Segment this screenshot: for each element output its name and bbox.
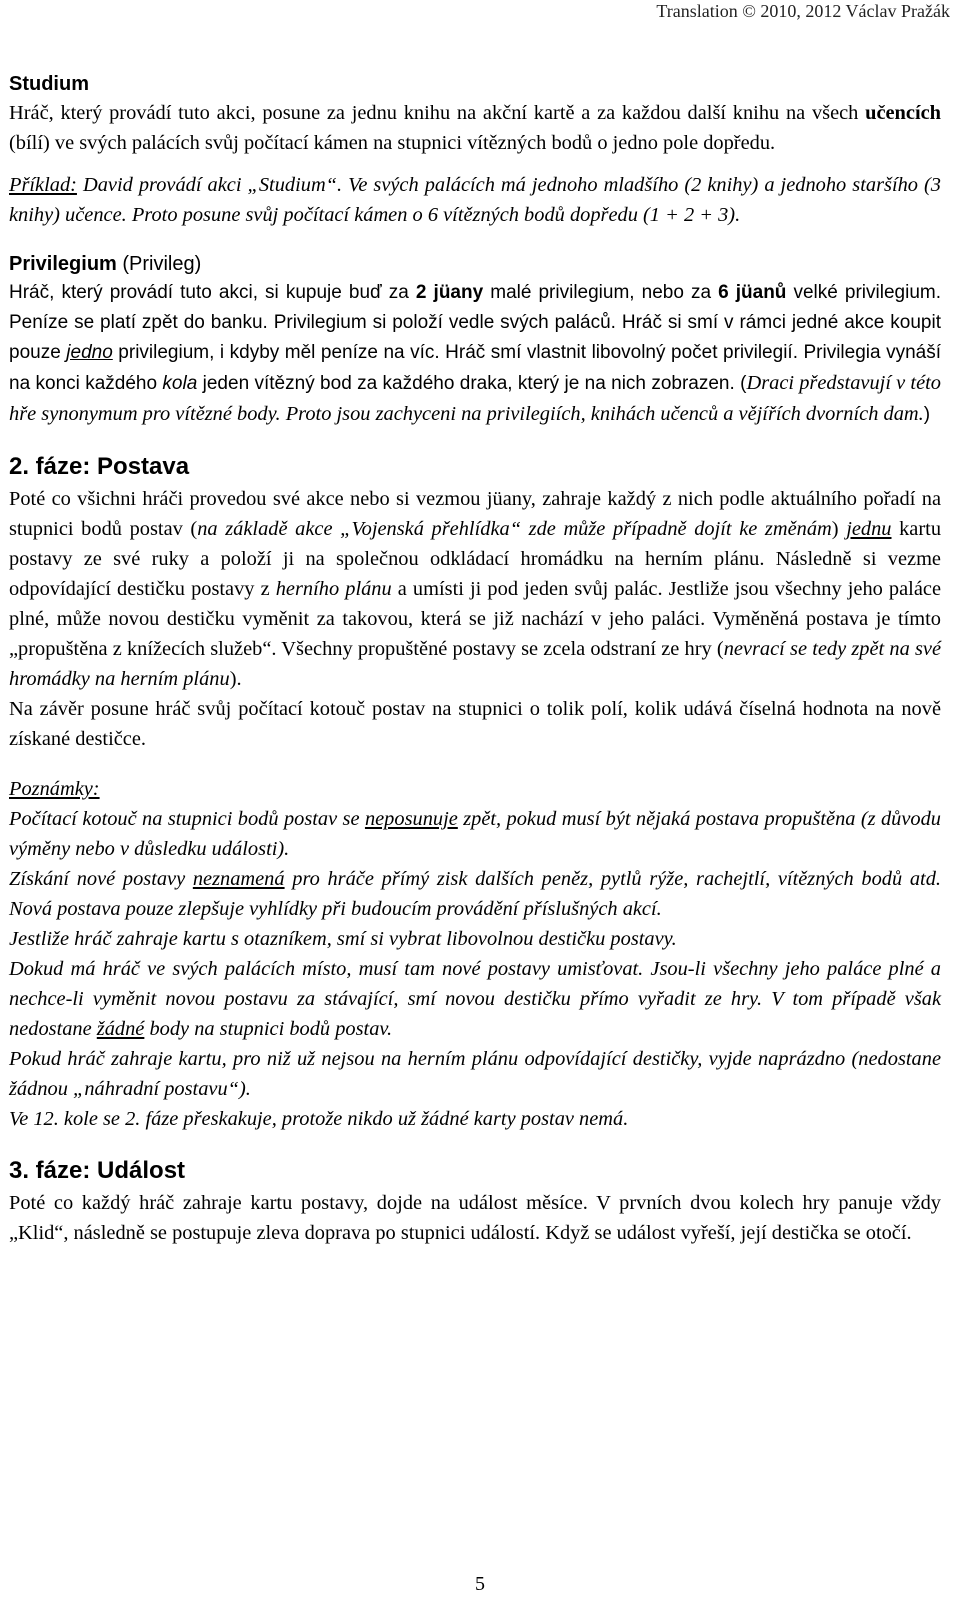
- section-title: 2. fáze: Postava: [9, 453, 190, 480]
- text-run: pro hráče přímý zisk dalších peněz, pytlů rýže, rachejtlí, vítězných bodů atd. Nová postava pouze zlepšuje vyhlídky při budoucím provádění příslušných akcí.: [9, 868, 941, 920]
- text-run-underline: neznamená: [192, 868, 285, 890]
- example-paragraph: [9, 170, 941, 230]
- paragraph: [9, 98, 941, 158]
- paragraph: [9, 484, 941, 694]
- title-alt: (Privileg): [116, 253, 202, 275]
- text-run-bold: učencích: [865, 102, 941, 124]
- text-run: ).: [229, 668, 242, 690]
- text-run: privilegium, i kdyby měl peníze na víc. Hráč smí vlastnit libovolný počet privilegií. Privilegia vynáší na konci každého: [9, 342, 941, 394]
- text-run-underline: žádné: [96, 1018, 145, 1040]
- text-run: a umísti ji pod jeden svůj palác. Jestliže jsou všechny jeho paláce plné, může novou destičku vyměnit za takovou, která se již nachází v jeho paláci. Vyměněná postava je tímto „propuštěna z knížecích služeb“. Všechny propuštěné postavy se zcela odstraní ze hry (: [9, 578, 941, 660]
- section-studium: [9, 70, 941, 230]
- page-header: Translation © 2010, 2012 Václav Pražák: [656, 1, 950, 21]
- paragraph: Na závěr posune hráč svůj počítací kotouč postav na stupnici o tolik polí, kolik udává číselná hodnota na nově získané destičce.: [9, 698, 941, 750]
- text-run-emph: Draci představují v této hře synonymum pro vítězné body. Proto jsou zachyceni na privilegiích, knihách učenců a vějířích dvorních dam.: [9, 372, 941, 425]
- section-title: Studium: [9, 73, 89, 95]
- note-item: [9, 804, 941, 864]
- text-run-emph: nevrací se tedy zpět na své hromádky na herním plánu: [9, 638, 941, 690]
- text-run-bold: 6 jüanů: [718, 282, 787, 303]
- text-run: (bílí) ve svých palácích svůj počítací kámen na stupnici vítězných bodů o jedno pole dopředu.: [9, 132, 776, 154]
- text-run: velké privilegium. Peníze se platí zpět do banku. Privilegium si položí vedle svých paláců. Hráč si smí v rámci jedné akce koupit pouze: [9, 282, 941, 363]
- note-item: [9, 864, 941, 924]
- document-body: [9, 70, 941, 1248]
- notes-label: Poznámky:: [9, 778, 100, 800]
- text-run: malé privilegium, nebo za: [483, 282, 719, 303]
- section-privilegium: [9, 250, 941, 430]
- text-run: Získání nové postavy: [9, 868, 193, 890]
- section-phase-2: [9, 450, 941, 754]
- note-item: Pokud hráč zahraje kartu, pro niž už nejsou na herním plánu odpovídající destičky, vyjde naprázdno (nedostane žádnou „náhradní postavu“).: [9, 1048, 941, 1100]
- section-notes: [9, 774, 941, 1134]
- example-label: Příklad:: [9, 174, 77, 196]
- text-run: Dokud má hráč ve svých palácích místo, musí tam nové postavy umisťovat. Jsou-li všechny jeho paláce plné a nechce-li vyměnit novou postavu za stávající, smí novou destičku přímo vyřadit ze hry. V tom případě však nedostane: [9, 958, 941, 1040]
- text-run-emph: na základě akce „Vojenská přehlídka“ zde může případně dojít ke změnám: [197, 518, 832, 540]
- paragraph: Poté co každý hráč zahraje kartu postavy, dojde na událost měsíce. V prvních dvou kolech hry panuje vždy „Klid“, následně se postupuje zleva doprava po stupnici událostí. Když se událost vyřeší, její destička se otočí.: [9, 1192, 941, 1244]
- text-run: David provádí akci „Studium“. Ve svých palácích má jednoho mladšího (2 knihy) a jednoho staršího (3 knihy) učence. Proto posune svůj počítací kámen o 6 vítězných bodů dopředu (1 + 2 + 3).: [9, 174, 941, 226]
- text-run: Hráč, který provádí tuto akci, posune za jednu knihu na akční kartě a za každou další knihu na všech: [9, 102, 866, 124]
- section-phase-3: [9, 1154, 941, 1248]
- text-run-underline: neposunuje: [364, 808, 458, 830]
- page-number: 5: [475, 1573, 485, 1595]
- section-title: [9, 250, 941, 278]
- text-run-emph: kola: [162, 373, 198, 394]
- paragraph: [9, 278, 941, 430]
- note-item: Jestliže hráč zahraje kartu s otazníkem, smí si vybrat libovolnou destičku postavy.: [9, 928, 677, 950]
- text-run: ): [831, 518, 847, 540]
- text-run: Počítací kotouč na stupnici bodů postav se: [9, 808, 365, 830]
- note-item: Ve 12. kole se 2. fáze přeskakuje, protože nikdo už žádné karty postav nemá.: [9, 1108, 629, 1130]
- text-run: kartu postavy ze své ruky a položí ji na společnou odkládací hromádku na herním plánu. Následně si vezme odpovídající destičku postavy z: [9, 518, 942, 600]
- text-run-emph: herního plánu: [275, 578, 392, 600]
- text-run: zpět, pokud musí být nějaká postava propuštěna (z důvodu výměny nebo v důsledku události).: [9, 808, 941, 860]
- text-run-emph: jedno: [66, 342, 113, 363]
- text-run: Poté co všichni hráči provedou své akce nebo si vezmou jüany, zahraje každý z nich podle aktuálního pořadí na stupnici bodů postav (: [9, 488, 941, 540]
- title-main: Privilegium: [9, 253, 117, 275]
- text-run: jeden vítězný bod za každého draka, který je na nich zobrazen. (: [197, 373, 747, 394]
- text-run-bold: 2 jüany: [415, 282, 484, 303]
- text-run: Hráč, který provádí tuto akci, si kupuje buď za: [9, 282, 416, 303]
- text-run: body na stupnici bodů postav.: [144, 1018, 393, 1040]
- text-run: ): [923, 404, 931, 425]
- text-run-emph: jednu: [846, 518, 892, 540]
- note-item: [9, 954, 941, 1044]
- section-title: 3. fáze: Událost: [9, 1157, 186, 1184]
